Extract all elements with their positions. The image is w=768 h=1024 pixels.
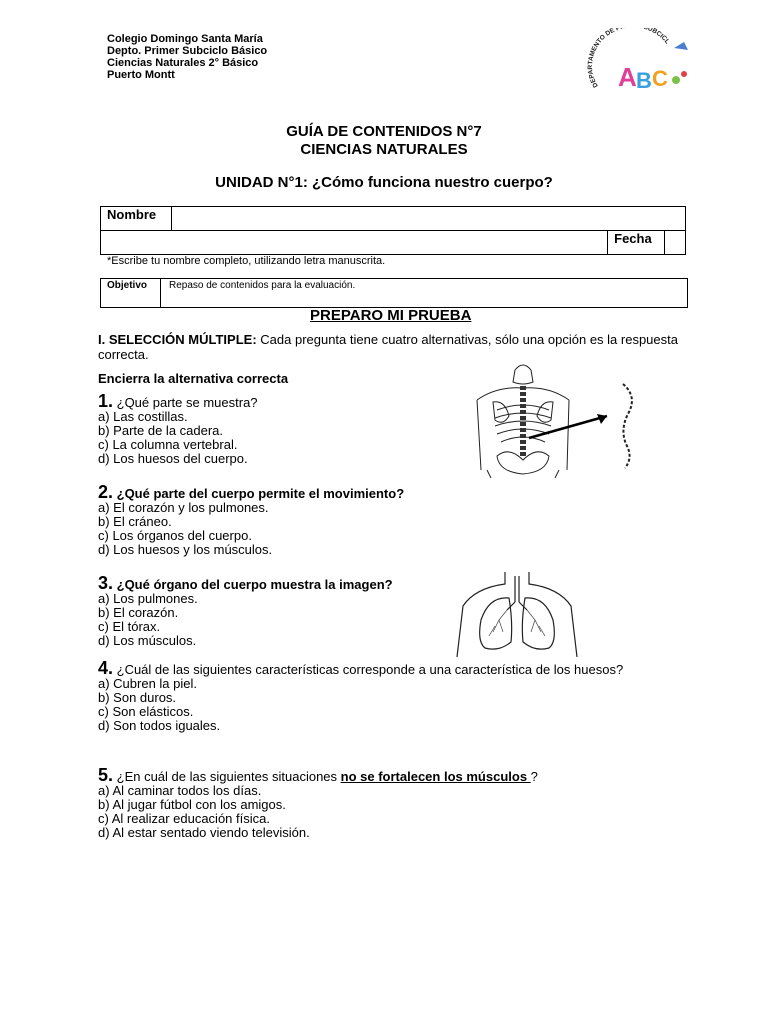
header-line: Depto. Primer Subciclo Básico — [107, 45, 268, 57]
question-2 — [98, 482, 405, 557]
section-intro — [98, 332, 708, 362]
blank-field[interactable] — [101, 231, 608, 255]
question-number: 4. — [98, 658, 114, 678]
question-number: 1. — [98, 391, 114, 411]
option-c[interactable]: c) La columna vertebral. — [98, 437, 238, 452]
objective-box — [100, 278, 688, 308]
option-c[interactable]: c) Al realizar educación física. — [98, 811, 270, 826]
header-line: Puerto Montt — [107, 69, 175, 81]
logo-letter-b: B — [636, 68, 652, 93]
date-label: Fecha — [608, 231, 665, 255]
option-d[interactable]: d) Al estar sentado viendo televisión. — [98, 825, 310, 840]
option-c[interactable]: c) Los órganos del cuerpo. — [98, 528, 252, 543]
question-5 — [98, 765, 538, 840]
option-c[interactable]: c) Son elásticos. — [98, 704, 194, 719]
intro-text: Cada pregunta tiene cuatro alternativas, sólo una opción es la respuesta correcta. — [98, 332, 678, 362]
option-a[interactable]: a) Al caminar todos los días. — [98, 783, 262, 798]
question-4 — [98, 658, 698, 733]
name-note: *Escribe tu nombre completo, utilizando letra manuscrita. — [107, 255, 386, 267]
option-c[interactable]: c) El tórax. — [98, 619, 161, 634]
department-logo — [584, 28, 704, 100]
option-d[interactable]: d) Los huesos del cuerpo. — [98, 451, 248, 466]
student-info-table — [100, 206, 686, 255]
option-b[interactable]: b) Son duros. — [98, 690, 177, 705]
instruction: Encierra la alternativa correcta — [98, 371, 289, 386]
option-b[interactable]: b) El corazón. — [98, 605, 179, 620]
guide-title: GUÍA DE CONTENIDOS N°7 — [286, 123, 482, 140]
logo-letter-c: C — [652, 66, 668, 91]
subject-title: CIENCIAS NATURALES — [300, 141, 468, 158]
question-number: 5. — [98, 765, 114, 785]
option-a[interactable]: a) Los pulmones. — [98, 591, 198, 606]
option-d[interactable]: d) Son todos iguales. — [98, 718, 221, 733]
question-text-end: ? — [530, 769, 538, 784]
question-number: 3. — [98, 573, 114, 593]
question-number: 2. — [98, 482, 114, 502]
question-3 — [98, 573, 393, 648]
header-line: Ciencias Naturales 2° Básico — [107, 57, 259, 69]
option-d[interactable]: d) Los huesos y los músculos. — [98, 542, 273, 557]
option-a[interactable]: a) El corazón y los pulmones. — [98, 500, 269, 515]
question-text: ¿En cuál de las siguientes situaciones — [113, 769, 341, 784]
option-a[interactable]: a) Cubren la piel. — [98, 676, 197, 691]
question-text: ¿Qué parte del cuerpo permite el movimiento? — [113, 486, 405, 501]
question-text: ¿Qué órgano del cuerpo muestra la imagen? — [113, 577, 393, 592]
option-b[interactable]: b) Parte de la cadera. — [98, 423, 224, 438]
intro-label: I. SELECCIÓN MÚLTIPLE: — [98, 332, 257, 347]
school-header — [107, 33, 267, 81]
logo-arc-text: DEPARTAMENTO DE P UBCICL — [587, 28, 671, 89]
objective-label: Objetivo — [101, 279, 161, 307]
spine-image — [457, 360, 661, 480]
option-b[interactable]: b) Al jugar fútbol con los amigos. — [98, 797, 286, 812]
section-title: PREPARO MI PRUEBA — [310, 307, 472, 324]
date-field[interactable] — [665, 231, 686, 255]
unit-title: UNIDAD N°1: ¿Cómo funciona nuestro cuerpo? — [215, 174, 553, 191]
option-b[interactable]: b) El cráneo. — [98, 514, 172, 529]
question-text: ¿Cuál de las siguientes características corresponde a una característica de los huesos? — [113, 662, 624, 677]
option-d[interactable]: d) Los músculos. — [98, 633, 197, 648]
question-text: ¿Qué parte se muestra? — [113, 395, 258, 410]
logo-letter-a: A — [618, 62, 637, 92]
name-field[interactable] — [172, 207, 686, 231]
option-a[interactable]: a) Las costillas. — [98, 409, 188, 424]
question-text-emphasis: no se fortalecen los músculos — [340, 769, 531, 784]
name-label: Nombre — [101, 207, 172, 231]
header-line: Colegio Domingo Santa María — [107, 33, 263, 45]
question-1 — [98, 391, 258, 466]
lungs-image — [455, 572, 580, 657]
objective-value: Repaso de contenidos para la evaluación. — [169, 280, 356, 291]
